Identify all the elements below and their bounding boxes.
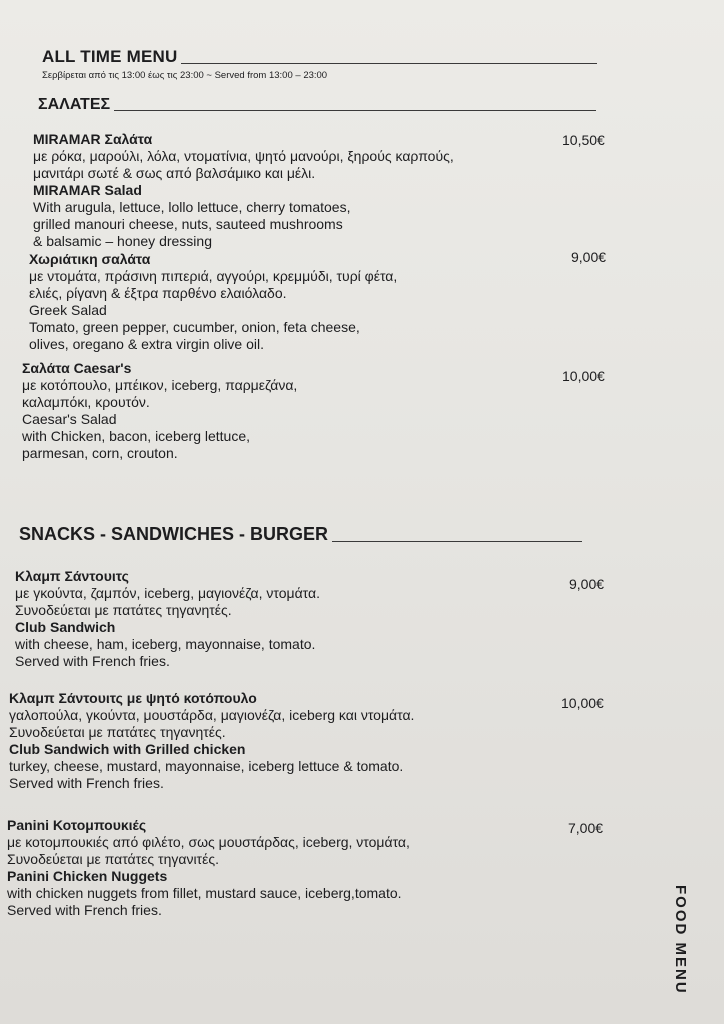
item-name-gr: Panini Κοτομπουκιές bbox=[7, 817, 147, 833]
menu-item-panini-nuggets bbox=[7, 817, 410, 919]
item-desc-en: with chicken nuggets from fillet, mustard sauce, iceberg,tomato. bbox=[7, 885, 402, 901]
item-desc-gr: Συνοδεύεται με πατάτες τηγανητές. bbox=[9, 724, 226, 740]
item-desc-en: Served with French fries. bbox=[15, 653, 170, 669]
item-name-en: Greek Salad bbox=[29, 302, 107, 318]
snacks-heading bbox=[19, 524, 582, 545]
item-desc-en: & balsamic – honey dressing bbox=[33, 233, 212, 249]
item-name-gr: Κλαμπ Σάντουιτς με ψητό κοτόπουλο bbox=[9, 690, 257, 706]
item-name-en: Caesar's Salad bbox=[22, 411, 117, 427]
menu-item-club-sandwich-chicken bbox=[9, 690, 414, 792]
item-desc-gr: καλαμπόκι, κρουτόν. bbox=[22, 394, 150, 410]
salads-rule bbox=[114, 110, 596, 111]
item-desc-en: olives, oregano & extra virgin olive oil. bbox=[29, 336, 265, 352]
menu-item-greek-salad bbox=[29, 251, 397, 353]
menu-header bbox=[42, 47, 597, 81]
item-name-en: Club Sandwich with Grilled chicken bbox=[9, 741, 246, 757]
item-desc-gr: Συνοδεύεται με πατάτες τηγανιτές. bbox=[7, 851, 219, 867]
item-name-en: Club Sandwich bbox=[15, 619, 116, 635]
item-desc-en: Served with French fries. bbox=[7, 902, 162, 918]
item-desc-gr: με κοτόπουλο, μπέικον, iceberg, παρμεζάνα, bbox=[22, 377, 298, 393]
item-name-en: MIRAMAR Salad bbox=[33, 182, 142, 198]
item-price: 10,00€ bbox=[561, 695, 604, 711]
item-price: 9,00€ bbox=[569, 576, 605, 592]
item-desc-gr: με ντομάτα, πράσινη πιπεριά, αγγούρι, κρεμμύδι, τυρί φέτα, bbox=[29, 268, 398, 284]
item-desc-gr: Συνοδεύεται με πατάτες τηγανητές. bbox=[15, 602, 232, 618]
item-desc-en: Served with French fries. bbox=[9, 775, 164, 791]
menu-title: ALL TIME MENU bbox=[42, 47, 178, 66]
item-desc-gr: ελιές, ρίγανη & έξτρα παρθένο ελαιόλαδο. bbox=[29, 285, 287, 301]
item-desc-en: grilled manouri cheese, nuts, sauteed mushrooms bbox=[33, 216, 343, 232]
item-price: 7,00€ bbox=[568, 820, 604, 836]
item-price: 9,00€ bbox=[571, 249, 607, 265]
snacks-rule bbox=[332, 541, 582, 542]
item-desc-en: Tomato, green pepper, cucumber, onion, feta cheese, bbox=[29, 319, 360, 335]
item-desc-en: with Chicken, bacon, iceberg lettuce, bbox=[22, 428, 251, 444]
item-name-gr: Σαλάτα Caesar's bbox=[22, 360, 132, 376]
item-desc-en: turkey, cheese, mustard, mayonnaise, iceberg lettuce & tomato. bbox=[9, 758, 404, 774]
item-desc-gr: με κοτομπουκιές από φιλέτο, σως μουστάρδας, iceberg, ντομάτα, bbox=[7, 834, 410, 850]
snacks-heading-text: SNACKS - SANDWICHES - BURGER bbox=[19, 524, 329, 544]
item-price: 10,50€ bbox=[562, 132, 605, 148]
item-name-gr: Χωριάτικη σαλάτα bbox=[29, 251, 151, 267]
item-desc-gr: με γκούντα, ζαμπόν, iceberg, μαγιονέζα, ντομάτα. bbox=[15, 585, 320, 601]
item-desc-en: With arugula, lettuce, lollo lettuce, cherry tomatoes, bbox=[33, 199, 351, 215]
item-desc-gr: γαλοπούλα, γκούντα, μουστάρδα, μαγιονέζα, iceberg και ντομάτα. bbox=[9, 707, 415, 723]
salads-heading-text: ΣΑΛΑΤΕΣ bbox=[38, 96, 111, 113]
item-name-gr: MIRAMAR Σαλάτα bbox=[33, 131, 153, 147]
item-name-en: Panini Chicken Nuggets bbox=[7, 868, 168, 884]
serving-hours: Σερβίρεται από τις 13:00 έως τις 23:00 ~ Served from 13:00 – 23:00 bbox=[42, 70, 328, 81]
menu-item-miramar-salad bbox=[33, 131, 454, 250]
food-menu-side-label: FOOD MENU bbox=[672, 885, 689, 995]
item-desc-en: with cheese, ham, iceberg, mayonnaise, tomato. bbox=[15, 636, 316, 652]
item-desc-en: parmesan, corn, crouton. bbox=[22, 445, 178, 461]
item-price: 10,00€ bbox=[562, 368, 605, 384]
salads-heading bbox=[38, 96, 596, 114]
item-name-gr: Κλαμπ Σάντουιτς bbox=[15, 568, 129, 584]
menu-item-club-sandwich bbox=[15, 568, 320, 670]
item-desc-gr: μανιτάρι σωτέ & σως από βαλσάμικο και μέλι. bbox=[33, 165, 316, 181]
menu-item-caesar-salad bbox=[22, 360, 297, 462]
item-desc-gr: με ρόκα, μαρούλι, λόλα, ντοματίνια, ψητό μανούρι, ξηρούς καρπούς, bbox=[33, 148, 454, 164]
title-rule bbox=[181, 63, 597, 64]
